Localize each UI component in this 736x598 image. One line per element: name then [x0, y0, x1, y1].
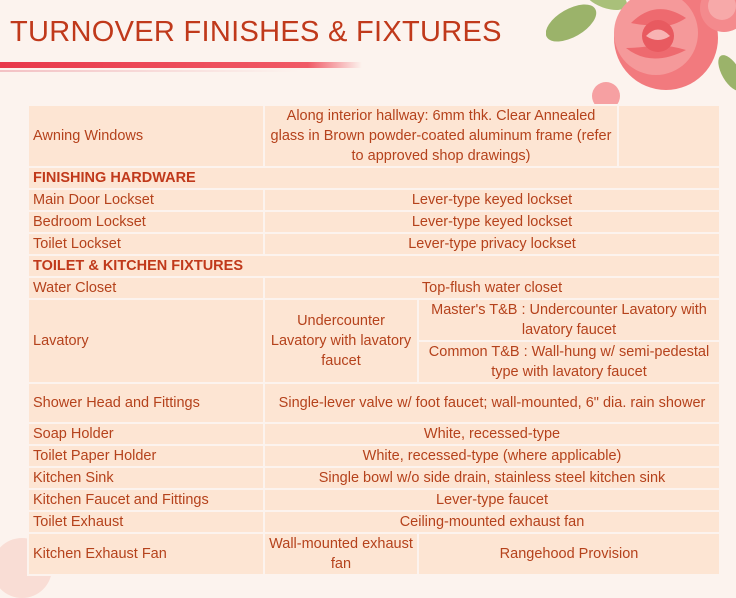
- section-row: [28, 167, 720, 189]
- table-row: [28, 489, 720, 511]
- row-desc: Lever-type faucet: [264, 489, 720, 511]
- row-label: Awning Windows: [28, 105, 264, 167]
- empty-cell: [618, 105, 720, 167]
- row-type: Undercounter Lavatory with lavatory faucet: [264, 299, 418, 383]
- row-desc: Lever-type keyed lockset: [264, 189, 720, 211]
- row-desc: White, recessed-type (where applicable): [264, 445, 720, 467]
- table-row: [28, 423, 720, 445]
- row-label: Toilet Exhaust: [28, 511, 264, 533]
- row-label: Lavatory: [28, 299, 264, 383]
- finishes-table: [27, 104, 721, 576]
- row-type: Wall-mounted exhaust fan: [264, 533, 418, 575]
- table-row: [28, 445, 720, 467]
- table-row: [28, 277, 720, 299]
- row-label: Main Door Lockset: [28, 189, 264, 211]
- row-desc: White, recessed-type: [264, 423, 720, 445]
- table-row: [28, 189, 720, 211]
- table-row: [28, 467, 720, 489]
- row-label: Kitchen Sink: [28, 467, 264, 489]
- row-label: Toilet Lockset: [28, 233, 264, 255]
- section-row: [28, 255, 720, 277]
- rose-flower-icon: [546, 0, 736, 113]
- row-desc: Lever-type privacy lockset: [264, 233, 720, 255]
- row-label: Water Closet: [28, 277, 264, 299]
- row-label: Toilet Paper Holder: [28, 445, 264, 467]
- row-desc: Single-lever valve w/ foot faucet; wall-mounted, 6" dia. rain shower: [264, 383, 720, 423]
- row-desc: Ceiling-mounted exhaust fan: [264, 511, 720, 533]
- row-label: Kitchen Faucet and Fittings: [28, 489, 264, 511]
- row-label: Shower Head and Fittings: [28, 383, 264, 423]
- row-desc: Rangehood Provision: [418, 533, 720, 575]
- table-row: [28, 533, 720, 575]
- row-desc: Lever-type keyed lockset: [264, 211, 720, 233]
- table-row: [28, 299, 720, 341]
- title-underline: [0, 62, 362, 68]
- row-desc: Along interior hallway: 6mm thk. Clear Annealed glass in Brown powder-coated aluminum frame (refer to approved shop drawings): [264, 105, 618, 167]
- row-label: Bedroom Lockset: [28, 211, 264, 233]
- table-row: [28, 511, 720, 533]
- page-title: TURNOVER FINISHES & FIXTURES: [10, 16, 502, 48]
- row-desc: Single bowl w/o side drain, stainless steel kitchen sink: [264, 467, 720, 489]
- row-label: Soap Holder: [28, 423, 264, 445]
- row-desc: Master's T&B : Undercounter Lavatory with lavatory faucet: [418, 299, 720, 341]
- table-row: [28, 383, 720, 423]
- section-heading: FINISHING HARDWARE: [28, 167, 720, 189]
- title-underline-shadow: [0, 70, 300, 72]
- section-heading: TOILET & KITCHEN FIXTURES: [28, 255, 720, 277]
- table-row: [28, 233, 720, 255]
- table-row: [28, 211, 720, 233]
- table-row: [28, 105, 720, 167]
- row-desc: Common T&B : Wall-hung w/ semi-pedestal type with lavatory faucet: [418, 341, 720, 383]
- row-desc: Top-flush water closet: [264, 277, 720, 299]
- row-label: Kitchen Exhaust Fan: [28, 533, 264, 575]
